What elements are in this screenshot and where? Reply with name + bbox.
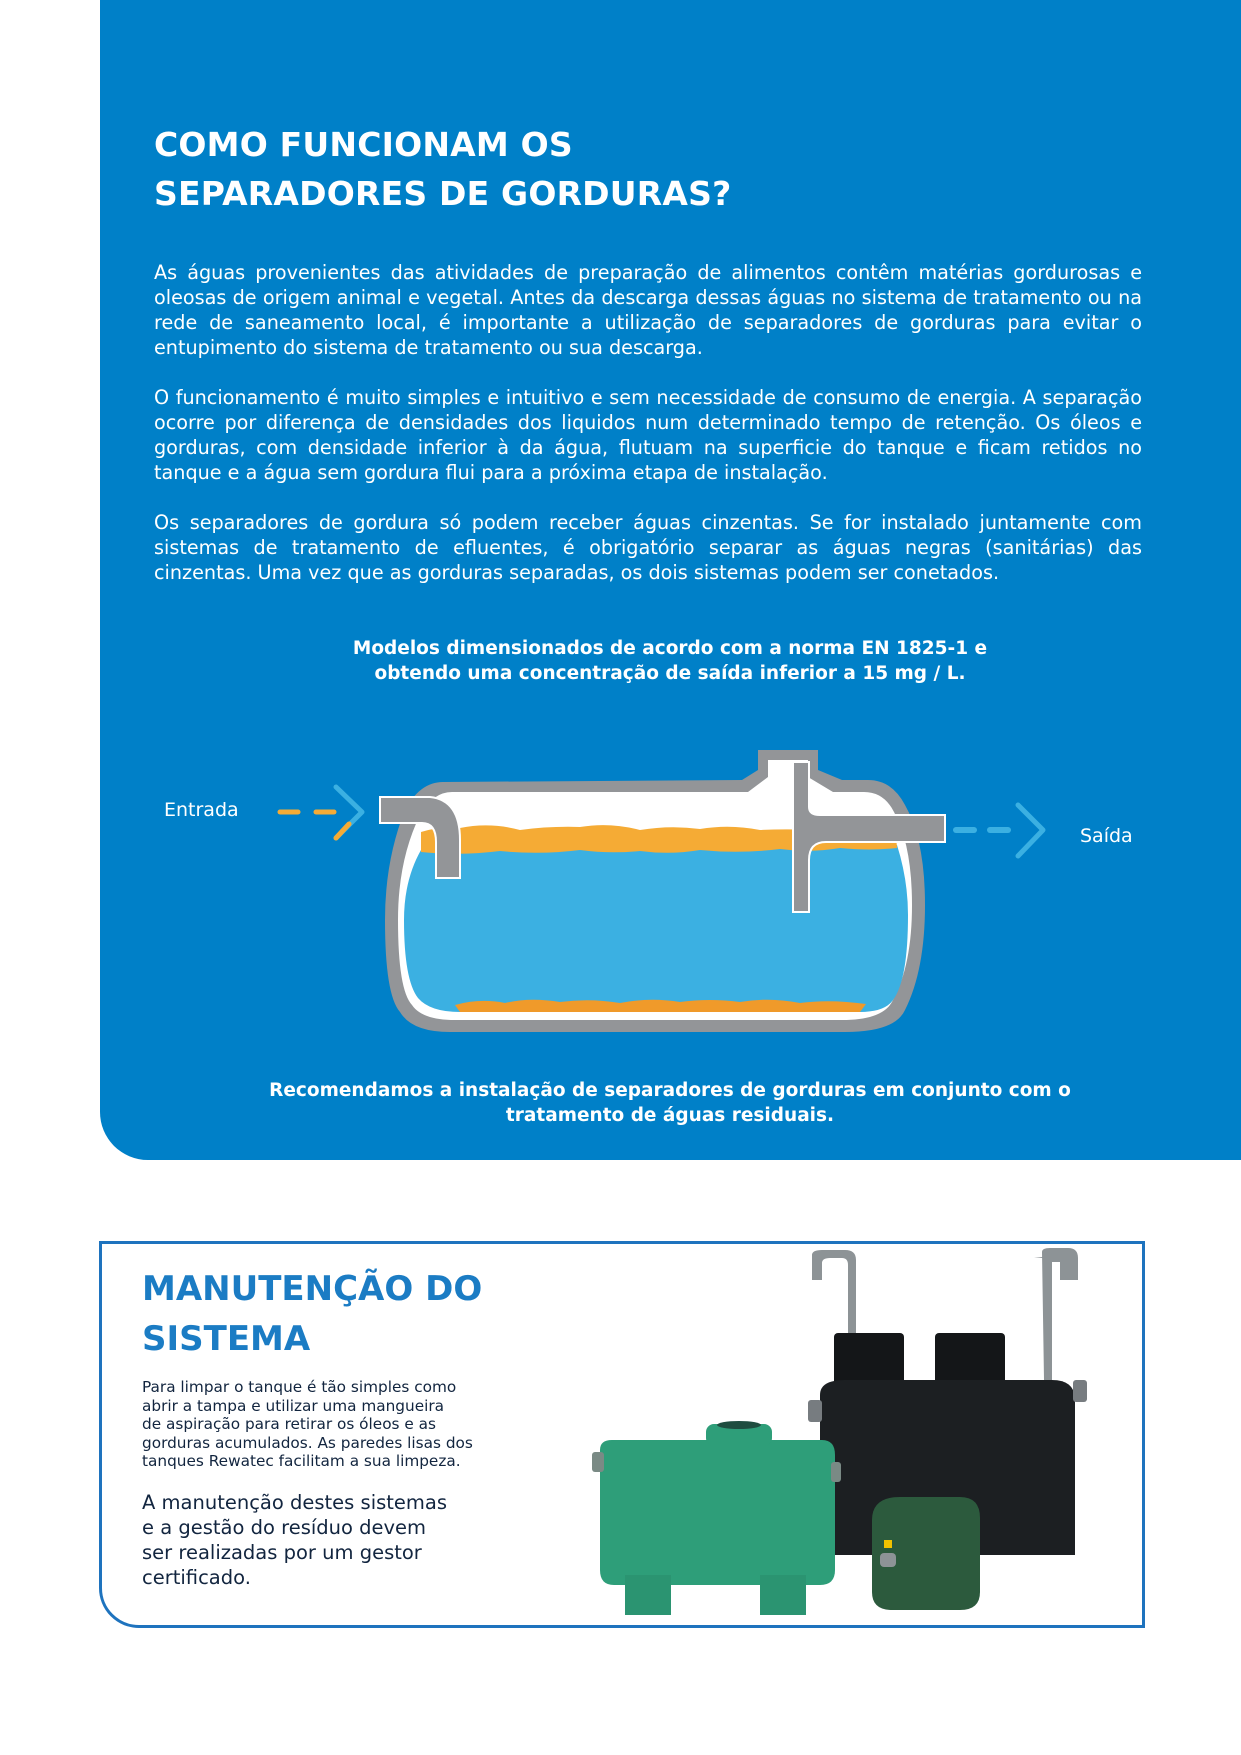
title-line-2: SEPARADORES DE GORDURAS? <box>154 174 732 213</box>
text-line: de aspiração para retirar os óleos e as <box>142 1415 437 1433</box>
text-line: abrir a tampa e utilizar uma mangueira <box>142 1396 445 1415</box>
maintenance-title-line-2: SISTEMA <box>142 1319 311 1359</box>
grease-separator-diagram <box>140 740 1140 1040</box>
green-tank <box>592 1421 841 1615</box>
how-it-works-title <box>154 120 731 218</box>
standard-note-line-2: obtendo uma concentração de saída inferior a 15 mg / L. <box>374 663 966 684</box>
maintenance-title-line-1: MANUTENÇÃO DO <box>142 1269 483 1309</box>
recommendation-line-2: tratamento de águas residuais. <box>505 1105 835 1126</box>
standard-note <box>250 636 1090 686</box>
small-green-tank <box>872 1497 980 1610</box>
inlet-arrow-icon <box>280 787 362 838</box>
separator-tanks-photo <box>585 1240 1140 1625</box>
paragraph-intro: As águas provenientes das atividades de preparação de alimentos contêm matérias gordurosas e oleosas de origem animal e vegetal. Antes da descarga dessas águas no sistema de tratamento ou na rede de saneamento local, é importante a utilização de separadores de gorduras para evitar o entupimento do sistema de tratamento ou sua descarga. <box>154 261 1142 359</box>
inlet-label: Entrada <box>164 799 239 821</box>
outlet-label: Saída <box>1080 825 1133 847</box>
water-layer <box>404 845 908 1012</box>
maintenance-title <box>142 1264 482 1364</box>
standard-note-line-1: Modelos dimensionados de acordo com a norma EN 1825-1 e <box>352 638 988 659</box>
title-line-1: COMO FUNCIONAM OS <box>154 125 573 164</box>
paragraph-operation: O funcionamento é muito simples e intuitivo e sem necessidade de consumo de energia. A separação ocorre por diferença de densidades dos liquidos num determinado tempo de retenção. Os óleos e gorduras, com densidade inferior à da água, flutuam na superficie do tanque e ficam retidos no tanque e a água sem gordura flui para a próxima etapa de instalação. <box>154 386 1142 484</box>
text-line: gorduras acumulados. As paredes lisas dos <box>142 1433 473 1452</box>
paragraph-grey-water: Os separadores de gordura só podem receber águas cinzentas. Se for instalado juntamente com sistemas de tratamento de efluentes, é obrigatório separar as águas negras (sanitárias) das cinzentas. Uma vez que as gorduras separadas, os dois sistemas podem ser conetados. <box>154 511 1142 584</box>
outlet-arrow-icon <box>956 805 1043 856</box>
recommendation-note <box>200 1078 1140 1128</box>
maintenance-certified-text <box>142 1490 522 1590</box>
recommendation-line-1: Recomendamos a instalação de separadores de gorduras em conjunto com o <box>269 1080 1071 1101</box>
text-line: e a gestão do resíduo devem <box>142 1516 427 1539</box>
text-line: Para limpar o tanque é tão simples como <box>142 1378 457 1396</box>
maintenance-cleaning-text <box>142 1378 542 1471</box>
text-line: certificado. <box>142 1566 251 1589</box>
text-line: A manutenção destes sistemas <box>142 1491 448 1514</box>
text-line: tanques Rewatec facilitam a sua limpeza. <box>142 1452 461 1470</box>
text-line: ser realizadas por um gestor <box>142 1541 422 1564</box>
